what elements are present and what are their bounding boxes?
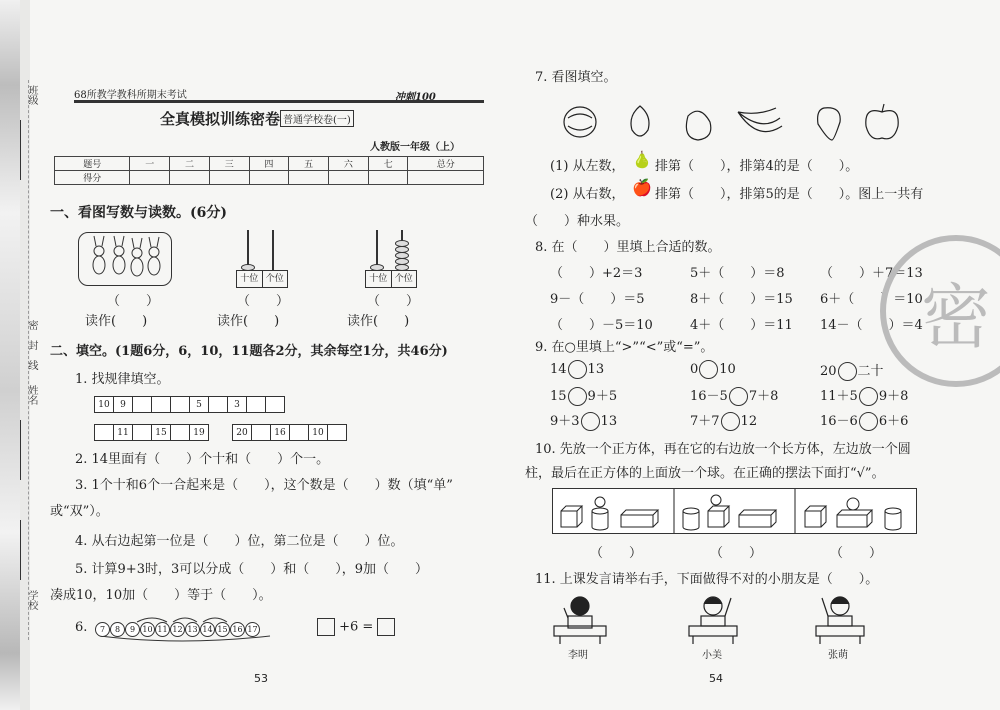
compare-item [820, 410, 908, 431]
answer-box[interactable] [377, 618, 395, 636]
score-input-cell[interactable] [368, 171, 408, 185]
binding-strip [0, 0, 20, 710]
pear-icon [631, 106, 649, 136]
number-bead: 14 [200, 622, 215, 637]
score-input-cell[interactable] [130, 171, 170, 185]
child-zhang-meng [810, 594, 870, 648]
compare-circle[interactable] [859, 387, 878, 406]
shape-arrangements [552, 488, 917, 534]
number-bead: 9 [125, 622, 140, 637]
sequence-cell: 20 [232, 424, 252, 441]
table-cell: 五 [289, 157, 329, 171]
number-bead: 7 [95, 622, 110, 637]
score-input-cell[interactable] [170, 171, 210, 185]
q9-heading: 9. 在○里填上“>”“<”或“=”。 [535, 340, 714, 355]
q3-text-line1[interactable]: 3. 1个十和6个一合起来是（ ），这个数是（ ）数（填“单” [75, 478, 453, 493]
table-cell: 得分 [55, 171, 130, 185]
q10-answer-blank[interactable]: （ ） [830, 546, 883, 561]
answer-blank[interactable]: （ ） [107, 294, 160, 309]
rabbits-icon [79, 233, 171, 285]
abacus-ones-label: 个位 [394, 274, 413, 284]
fruit-row [560, 98, 880, 142]
sequence-cell: 9 [113, 396, 133, 413]
score-table [54, 156, 484, 185]
q8-heading: 8. 在（ ）里填上合适的数。 [535, 240, 721, 255]
sequence-cell: 11 [113, 424, 133, 441]
q7-2-lead: (2) 从右数， [550, 187, 625, 202]
q5-text-line1[interactable]: 5. 计算9+3时，3可以分成（ ）和（ ），9加（ ） [75, 562, 429, 577]
student-raising-hand-icon [810, 594, 870, 644]
compare-left: 16－5 [690, 389, 728, 404]
q6-equation [317, 618, 395, 636]
class-label: 班级 [26, 85, 37, 105]
q5-text-line2[interactable]: 凑成10，10加（ ）等于（ ）。 [50, 588, 272, 603]
sequence-2a [95, 424, 209, 441]
q8-blank[interactable]: 14－（ ）＝4 [820, 318, 923, 333]
compare-left: 15 [550, 389, 567, 404]
compare-right: 10 [719, 362, 736, 377]
compare-item [550, 360, 604, 379]
q8-blank[interactable]: （ ）+2＝3 [550, 266, 643, 281]
compare-left: 0 [690, 362, 699, 377]
number-bead: 11 [155, 622, 170, 637]
answer-box[interactable] [317, 618, 335, 636]
table-row [55, 171, 484, 185]
q7-2-text[interactable]: 排第（ ），排第5的是（ ）。图上一共有 [655, 187, 924, 202]
score-input-cell[interactable] [329, 171, 369, 185]
compare-left: 16－6 [820, 414, 858, 429]
pear-icon-inline: 🍐 [632, 150, 652, 169]
peach-icon [686, 111, 710, 140]
caterpillar-number-line [95, 612, 275, 642]
q2-text[interactable]: 2. 14里面有（ ）个十和（ ）个一。 [75, 452, 330, 467]
abacus-base [365, 270, 417, 288]
q10-answer-blank[interactable]: （ ） [590, 546, 643, 561]
child-li-ming [550, 594, 610, 648]
number-bead: 17 [245, 622, 260, 637]
score-input-cell[interactable] [408, 171, 484, 185]
edition-text: 人教版一年级（上） [370, 142, 460, 153]
read-as-blank[interactable]: 读作( ) [347, 314, 410, 329]
compare-circle[interactable] [568, 360, 587, 379]
abacus-base [236, 270, 288, 288]
q4-text[interactable]: 4. 从右边起第一位是（ ）位，第二位是（ ）位。 [75, 534, 404, 549]
compare-item [690, 360, 736, 379]
answer-blank[interactable]: （ ） [367, 294, 420, 309]
exam-badge [280, 110, 354, 127]
exam-title: 全真模拟训练密卷 [160, 110, 281, 128]
seal-character: 密 [921, 275, 991, 358]
compare-right: 12 [740, 414, 758, 429]
compare-item [690, 385, 778, 406]
school-label: 学校 [26, 590, 37, 610]
sequence-cell[interactable] [94, 424, 114, 441]
q8-blank[interactable]: 8＋（ ）＝15 [690, 292, 793, 307]
table-cell: 六 [329, 157, 369, 171]
q10-line2: 柱，最后在正方体的上面放一个球。在正确的摆法下面打“√”。 [525, 466, 885, 481]
compare-item [550, 410, 617, 431]
q8-blank[interactable]: （ ）＋7＝13 [820, 266, 923, 281]
compare-right: 13 [600, 414, 618, 429]
rabbits-picture [78, 232, 172, 286]
compare-right: 二十 [857, 364, 884, 379]
number-bead: 13 [185, 622, 200, 637]
sequence-cell[interactable] [208, 396, 228, 413]
watermelon-stripes [568, 114, 592, 130]
compare-right: 7＋8 [748, 389, 779, 404]
sequence-cell[interactable] [289, 424, 309, 441]
compare-item [820, 385, 908, 406]
number-bead: 10 [140, 622, 155, 637]
read-as-blank[interactable]: 读作( ) [85, 314, 148, 329]
compare-circle[interactable] [699, 360, 718, 379]
q6-label: 6. [75, 620, 88, 635]
sequence-cell[interactable] [265, 396, 285, 413]
watermelon-icon [564, 107, 596, 137]
table-cell: 七 [368, 157, 408, 171]
q10-answer-blank[interactable]: （ ） [710, 546, 763, 561]
q10-line1: 10. 先放一个正方体，再在它的右边放一个长方体，左边放一个圆 [535, 442, 911, 457]
table-row [55, 157, 484, 171]
abacus-bead [395, 240, 409, 247]
sequence-cell[interactable] [132, 396, 152, 413]
section-2-heading: 二、填空。(1题6分，6，10，11题各2分，其余每空1分，共46分) [50, 344, 448, 359]
answer-blank[interactable]: （ ） [237, 294, 290, 309]
page-number-54: 54 [709, 672, 723, 685]
name-label: 姓名 [26, 385, 37, 405]
number-bead: 15 [215, 622, 230, 637]
compare-right: 6＋6 [878, 414, 909, 429]
sequence-cell: 3 [227, 396, 247, 413]
apple-icon [866, 104, 898, 139]
apple-icon-inline: 🍎 [632, 178, 652, 197]
abacus-bead [395, 246, 409, 253]
number-bead: 8 [110, 622, 125, 637]
compare-left: 20 [820, 364, 837, 379]
q7-3-text[interactable]: （ ）种水果。 [525, 214, 630, 229]
compare-circle[interactable] [581, 412, 600, 431]
q11-text[interactable]: 11. 上课发言请举右手，下面做得不对的小朋友是（ ）。 [535, 572, 879, 587]
sequence-1 [95, 396, 285, 413]
table-cell: 二 [170, 157, 210, 171]
q3-text-line2: 或“双”）。 [50, 504, 109, 519]
left-page [45, 0, 485, 710]
score-input-cell[interactable] [209, 171, 249, 185]
compare-left: 14 [550, 362, 567, 377]
strawberry-icon [818, 108, 841, 140]
abacus-bead [395, 252, 409, 259]
sequence-cell[interactable] [132, 424, 152, 441]
q8-blank[interactable]: 9－（ ）＝5 [550, 292, 645, 307]
read-as-blank[interactable]: 读作( ) [217, 314, 280, 329]
name-blank [20, 420, 22, 480]
compare-item [690, 410, 757, 431]
child-name: 李明 [568, 650, 588, 661]
number-bead: 16 [230, 622, 245, 637]
page-number-53: 53 [254, 672, 268, 685]
compare-left: 11＋5 [820, 389, 858, 404]
q8-blank[interactable]: （ ）－5＝10 [550, 318, 653, 333]
banana-icon [738, 108, 782, 132]
sequence-2b [233, 424, 347, 441]
q1-text: 1. 找规律填空。 [75, 372, 170, 387]
abacus-ones-label: 个位 [265, 274, 284, 284]
score-input-cell[interactable] [249, 171, 289, 185]
q8-blank[interactable]: 6＋（ ）＝10 [820, 292, 923, 307]
number-bead: 12 [170, 622, 185, 637]
class-blank [20, 120, 22, 180]
abacus-2 [365, 230, 415, 290]
compare-right: 9＋5 [587, 389, 618, 404]
child-name: 张萌 [828, 650, 848, 661]
sequence-cell[interactable] [170, 424, 190, 441]
student-raising-hand-icon [683, 594, 743, 644]
abacus-tens-label: 十位 [366, 271, 392, 287]
compare-circle[interactable] [568, 387, 587, 406]
abacus-bead [395, 258, 409, 265]
binding-sidebar [0, 0, 37, 710]
exam-badge-text: 普通学校卷(一) [280, 110, 354, 127]
compare-item [820, 360, 884, 381]
sequence-cell: 5 [189, 396, 209, 413]
sequence-cell[interactable] [151, 396, 171, 413]
student-raising-hand-icon [550, 594, 610, 644]
q6-equation-text: +6 = [339, 619, 374, 635]
block-shapes-icon [553, 489, 916, 533]
q8-blank[interactable]: 5＋（ ）＝8 [690, 266, 785, 281]
child-name: 小美 [702, 650, 722, 661]
sequence-cell: 10 [94, 396, 114, 413]
sequence-cell[interactable] [327, 424, 347, 441]
compare-item [550, 385, 617, 406]
sequence-cell[interactable] [251, 424, 271, 441]
table-cell: 总分 [408, 157, 484, 171]
table-cell: 一 [130, 157, 170, 171]
q7-1-lead: (1) 从左数， [550, 159, 625, 174]
compare-circle[interactable] [729, 387, 748, 406]
sequence-cell[interactable] [170, 396, 190, 413]
compare-circle[interactable] [859, 412, 878, 431]
q7-heading: 7. 看图填空。 [535, 70, 617, 85]
sequence-cell: 15 [151, 424, 171, 441]
abacus-1 [236, 230, 286, 290]
child-xiao-mei [683, 594, 743, 648]
sequence-cell: 16 [270, 424, 290, 441]
q7-1-text[interactable]: 排第（ ），排第4的是（ ）。 [655, 159, 859, 174]
table-cell: 三 [209, 157, 249, 171]
school-blank [20, 520, 22, 580]
publisher-text: 68所教学教科所期末考试 [74, 90, 187, 101]
table-cell: 题号 [55, 157, 130, 171]
abacus-rod [272, 230, 274, 270]
compare-left: 9＋3 [550, 414, 580, 429]
compare-left: 7＋7 [690, 414, 720, 429]
seal-line-label: 密 封 线 [26, 320, 37, 370]
brand-text: 冲刺100 [395, 92, 436, 103]
compare-circle[interactable] [838, 362, 857, 381]
compare-right: 9＋8 [878, 389, 909, 404]
header-rule [74, 100, 484, 103]
abacus-tens-label: 十位 [237, 271, 263, 287]
fruit-icons [560, 98, 920, 142]
sequence-cell[interactable] [246, 396, 266, 413]
q8-blank[interactable]: 4＋（ ）＝11 [690, 318, 793, 333]
compare-circle[interactable] [721, 412, 740, 431]
compare-right: 13 [587, 362, 605, 377]
sequence-cell: 10 [308, 424, 328, 441]
section-1-heading: 一、看图写数与读数。(6分) [50, 205, 227, 221]
sequence-cell: 19 [189, 424, 209, 441]
score-input-cell[interactable] [289, 171, 329, 185]
table-cell: 四 [249, 157, 289, 171]
